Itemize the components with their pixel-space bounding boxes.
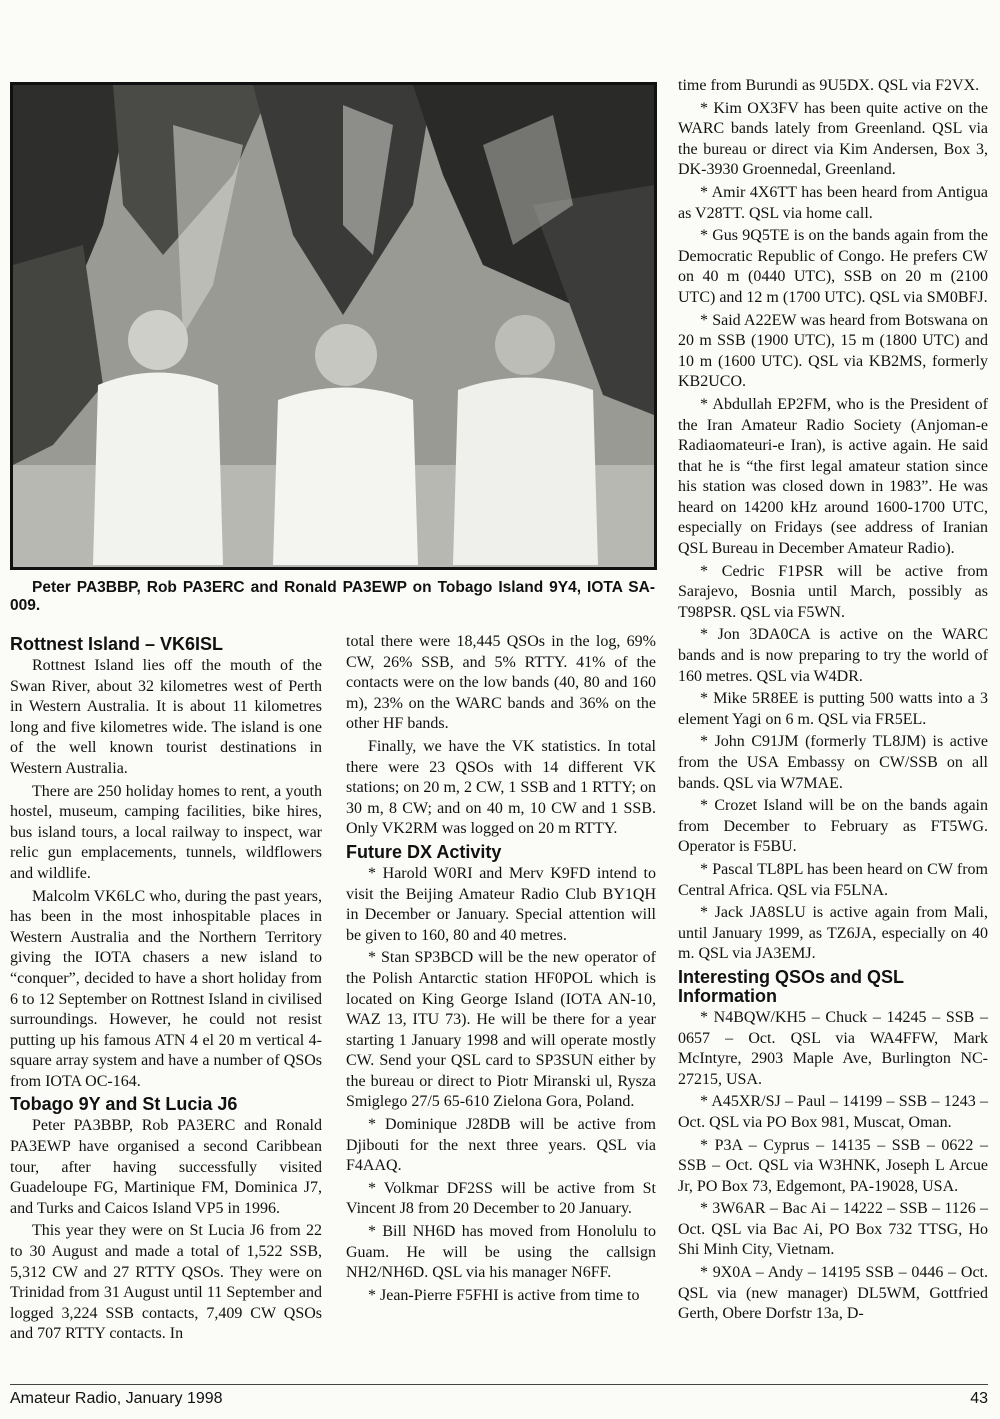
heading-qsl-info: Interesting QSOs and QSL Information xyxy=(678,966,904,1006)
paragraph: Malcolm VK6LC who, during the past years, has been in the most inhospitable places in Western Australia and the Northern Territory giving the IOTA chasers a new island to “conquer”, decided to have a short holiday from 6 to 12 September on Rottnest Island in civilised surroundings. However, he could not resist putting up his famous ATN 4 el 20 m vertical 4-square array system and have a number of QSOs from IOTA OC-164. xyxy=(10,887,322,1090)
paragraph: * Volkmar DF2SS will be active from St Vincent J8 from 20 December to 20 January. xyxy=(346,1179,656,1218)
paragraph: time from Burundi as 9U5DX. QSL via F2VX. xyxy=(678,77,980,94)
paragraph: * 3W6AR – Bac Ai – 14222 – SSB – 1126 – Oct. QSL via Bac Ai, PO Box 732 TTSG, Ho Shi Minh City, Vietnam. xyxy=(678,1200,988,1259)
column-3 xyxy=(678,76,988,1327)
paragraph: * Bill NH6D has moved from Honolulu to Guam. He will be using the callsign NH2/NH6D. QSL via his manager N6FF. xyxy=(346,1223,656,1282)
heading-tobago: Tobago 9Y and St Lucia J6 xyxy=(10,1094,238,1115)
photo-tobago-operators xyxy=(10,82,657,570)
paragraph: * Harold W0RI and Merv K9FD intend to visit the Beijing Amateur Radio Club BY1QH in December or January. Special attention will be given to 160, 80 and 40 metres. xyxy=(346,864,656,944)
paragraph: * Cedric F1PSR will be active from Sarajevo, Bosnia until March, possibly as T98PSR. QSL via F5WN. xyxy=(678,562,988,621)
paragraph: * N4BQW/KH5 – Chuck – 14245 – SSB – 0657 – Oct. QSL via WA4FFW, Mark McIntyre, 2903 Maple Ave, Burlington NC-27215, USA. xyxy=(678,1008,988,1088)
paragraph: * Mike 5R8EE is putting 500 watts into a 3 element Yagi on 6 m. QSL via FR5EL. xyxy=(678,690,988,728)
paragraph: * Gus 9Q5TE is on the bands again from the Democratic Republic of Congo. He prefers CW on 40 m (0440 UTC), SSB on 20 m (2100 UTC) and 12 m (1700 UTC). QSL via SM0BFJ. xyxy=(678,227,988,306)
paragraph: * Dominique J28DB will be active from Djibouti for the next three years. QSL via F4AAQ. xyxy=(346,1116,656,1175)
photo-image xyxy=(13,85,654,567)
paragraph: total there were 18,445 QSOs in the log, 69% CW, 26% SSB, and 5% RTTY. 41% of the contacts were on the low bands (40, 80 and 160 m), 23% on the WARC bands and 36% on the other HF bands. xyxy=(346,633,656,733)
paragraph: * Kim OX3FV has been quite active on the WARC bands lately from Greenland. QSL via the bureau or direct via Kim Andersen, Box 3, DK-3930 Groennedal, Greenland. xyxy=(678,99,988,179)
photo-caption: Peter PA3BBP, Rob PA3ERC and Ronald PA3EWP on Tobago Island 9Y4, IOTA SA-009. xyxy=(10,579,655,614)
paragraph: * Said A22EW was heard from Botswana on 20 m SSB (1900 UTC), 15 m (1800 UTC) and 10 m (1600 UTC). QSL via KB2MS, formerly KB2UCO. xyxy=(678,311,988,391)
paragraph: Rottnest Island lies off the mouth of the Swan River, about 32 kilometres west of Perth in Western Australia. It is about 11 kilometres long and five kilometres wide. The island is one of the well known tourist destinations in Western Australia. xyxy=(10,657,322,777)
column-1 xyxy=(10,632,322,1347)
column-2 xyxy=(346,632,656,1308)
footer-publication: Amateur Radio, January 1998 xyxy=(10,1390,223,1407)
paragraph: * Jon 3DA0CA is active on the WARC bands and is now preparing to try the world of 160 metres. QSL via W4DR. xyxy=(678,626,988,685)
paragraph: This year they were on St Lucia J6 from 22 to 30 August and made a total of 1,522 SSB, 5,312 CW and 27 RTTY QSOs. They were on Trinidad from 31 August until 11 September and logged 3,224 SSB contacts, 7,409 CW QSOs and 707 RTTY contacts. In xyxy=(10,1222,322,1343)
paragraph: * 9X0A – Andy – 14195 SSB – 0446 – Oct. QSL via (new manager) DL5WM, Gottfried Gerth, Obere Dorfstr 13a, D- xyxy=(678,1264,988,1323)
heading-rottnest: Rottnest Island – VK6ISL xyxy=(10,634,224,654)
paragraph: * A45XR/SJ – Paul – 14199 – SSB – 1243 – Oct. QSL via PO Box 981, Muscat, Oman. xyxy=(678,1093,988,1131)
paragraph: * Pascal TL8PL has been heard on CW from Central Africa. QSL via F5LNA. xyxy=(678,860,988,899)
heading-future-dx: Future DX Activity xyxy=(346,841,502,862)
page-number: 43 xyxy=(970,1390,988,1407)
paragraph: Peter PA3BBP, Rob PA3ERC and Ronald PA3EWP have organised a second Caribbean tour, after having successfully visited Guadeloupe FG, Martinique FM, Dominica J7, and Turks and Caicos Island VP5 in 1996. xyxy=(10,1117,322,1217)
footer-divider xyxy=(10,1384,988,1385)
paragraph: * Jack JA8SLU is active again from Mali, until January 1999, as TZ6JA, especially on 40 m. QSL via JA3EMJ. xyxy=(678,904,988,963)
paragraph: * Amir 4X6TT has been heard from Antigua as V28TT. QSL via home call. xyxy=(678,183,988,222)
paragraph: * Jean-Pierre F5FHI is active from time to xyxy=(368,1286,640,1304)
paragraph: * Stan SP3BCD will be the new operator of the Polish Antarctic station HF0POL which is located on King George Island (IOTA AN-10, WAZ 13, ITU 73). He will be there for a year starting 1 January 1998 and will operate mostly CW. Send your QSL card to SP3SUN either by the bureau or direct to Piotr Miranski ul, Rysza Smiglego 27/5 65-610 Zielona Gora, Poland. xyxy=(346,949,656,1111)
paragraph: * Crozet Island will be on the bands again from December to February as FT5WG. Operator is F5BU. xyxy=(678,797,988,856)
paragraph: * John C91JM (formerly TL8JM) is active from the USA Embassy on CW/SSB on all bands. QSL via W7MAE. xyxy=(678,733,988,792)
paragraph: Finally, we have the VK statistics. In total there were 23 QSOs with 14 different VK stations; on 20 m, 2 CW, 1 SSB and 1 RTTY; on 30 m, 8 CW; and on 40 m, 10 CW and 1 SSB. Only VK2RM was logged on 20 m RTTY. xyxy=(346,737,656,838)
paragraph: * Abdullah EP2FM, who is the President of the Iran Amateur Radio Society (Anjoman-e Radiaomateuri-e Iran), is active again. He said that he is “the first legal amateur station since his station was closed down in 1983”. He was heard on 14200 kHz around 1600-1700 UTC, especially on Fridays (see address of Iranian QSL Bureau in December Amateur Radio). xyxy=(678,395,988,558)
paragraph: There are 250 holiday homes to rent, a youth hostel, museum, camping facilities, bike hires, bus island tours, a local railway to inspect, war relic gun emplacements, tunnels, wildflowers and wildlife. xyxy=(10,782,322,882)
paragraph: * P3A – Cyprus – 14135 – SSB – 0622 – SSB – Oct. QSL via W3HNK, Joseph L Arcue Jr, PO Box 73, Edgemont, PA-19028, USA. xyxy=(678,1136,988,1195)
